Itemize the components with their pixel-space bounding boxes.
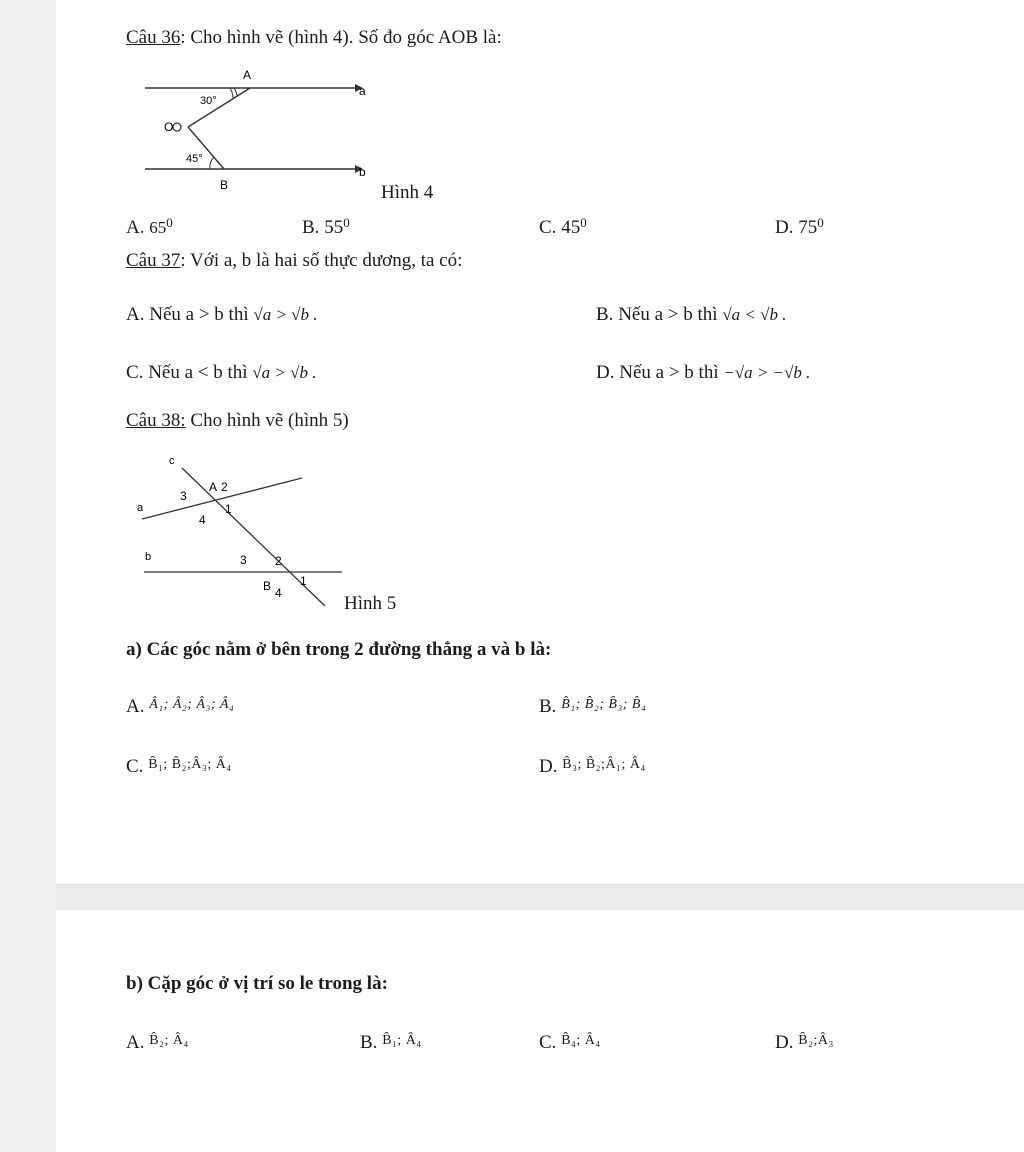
figure-5-caption: Hình 5: [344, 593, 397, 614]
q38-text: Cho hình vẽ (hình 5): [185, 410, 349, 431]
q38b-option-a[interactable]: A. $^{B̂_2; Â_4}$: [126, 1032, 189, 1053]
q38b-option-d[interactable]: D. $^{B̂_2;Â_3}$: [775, 1032, 834, 1053]
q38a-option-d[interactable]: D. $^{B̂_3; B̂_2;Â_1; Â_4}$: [539, 756, 646, 777]
figure-4-caption: Hình 4: [381, 182, 434, 203]
q38a-option-b[interactable]: B. $^{B̂_1; B̂_2; B̂_3; B̂_4}$: [539, 696, 647, 717]
figure-hinh-5: [132, 448, 342, 613]
q38b-option-b[interactable]: B. $^{B̂_1; Â_4}$: [360, 1032, 422, 1053]
label-b-angle-1: 1: [300, 574, 307, 588]
q38a-option-c[interactable]: C. $^{B̂_1; B̂_2;Â_3; Â_4}$: [126, 756, 232, 777]
q37-option-a[interactable]: A. Nếu a > b thì √a > √b .: [126, 304, 318, 325]
label-point-a: A: [209, 480, 218, 494]
point-o-dot: [173, 123, 181, 131]
label-a-angle-4: 4: [199, 513, 206, 527]
q38b-option-c[interactable]: C. $^{B̂_4; Â_4}$: [539, 1032, 601, 1053]
angle-mark-a2: [230, 88, 233, 99]
label-angle-45: 45°: [186, 153, 203, 165]
q36-label: Câu 36: [126, 27, 181, 48]
q37-text: : Với a, b là hai số thực dương, ta có:: [180, 250, 463, 271]
q36-option-a[interactable]: A. $65^0$: [126, 215, 173, 238]
segment-oa: [188, 88, 250, 127]
q37-heading: [126, 250, 462, 272]
q37-label: Câu 37: [126, 250, 181, 271]
q38-heading: [126, 410, 349, 432]
label-line-c: c: [169, 455, 175, 467]
q38a-prompt: a) Các góc nằm ở bên trong 2 đường thẳng a và b là:: [126, 639, 552, 660]
label-point-a: A: [243, 68, 252, 82]
label-line-b: b: [145, 551, 152, 563]
label-a-angle-2: 2: [221, 480, 228, 494]
label-angle-30: 30°: [200, 95, 217, 107]
label-b-angle-4: 4: [275, 586, 282, 600]
q36-text: : Cho hình vẽ (hình 4). Số đo góc AOB là:: [180, 27, 502, 48]
q36-heading: [126, 27, 502, 49]
label-point-b: B: [263, 579, 272, 593]
q38b-prompt: b) Cặp góc ở vị trí so le trong là:: [126, 973, 388, 994]
q36-option-c[interactable]: C. $45^0$: [539, 215, 587, 238]
angle-mark-a: [234, 88, 237, 97]
q37-option-b[interactable]: B. Nếu a > b thì √a < √b .: [596, 304, 787, 325]
q37-option-d[interactable]: D. Nếu a > b thì −√a > −√b .: [596, 362, 811, 383]
q36-option-d[interactable]: D. $75^0$: [775, 215, 824, 238]
label-a-angle-3: 3: [180, 489, 187, 503]
label-line-a: a: [359, 84, 366, 98]
label-point-o: O: [164, 120, 174, 134]
q36-option-b[interactable]: B. $55^0$: [302, 215, 350, 238]
q38a-option-a[interactable]: A. $^{Â_1; Â_2; Â_3; Â_4}$: [126, 696, 235, 717]
label-b-angle-2: 2: [275, 554, 282, 568]
label-line-a: a: [137, 502, 144, 514]
label-b-angle-3: 3: [240, 553, 247, 567]
q37-option-c[interactable]: C. Nếu a < b thì √a > √b .: [126, 362, 317, 383]
page-separator: [56, 884, 1024, 912]
q38-label: Câu 38:: [126, 410, 186, 431]
label-line-b: b: [359, 165, 366, 179]
label-point-b: B: [220, 178, 229, 192]
label-a-angle-1: 1: [225, 502, 232, 516]
figure-hinh-4: [140, 64, 380, 194]
angle-mark-b: [210, 157, 214, 169]
